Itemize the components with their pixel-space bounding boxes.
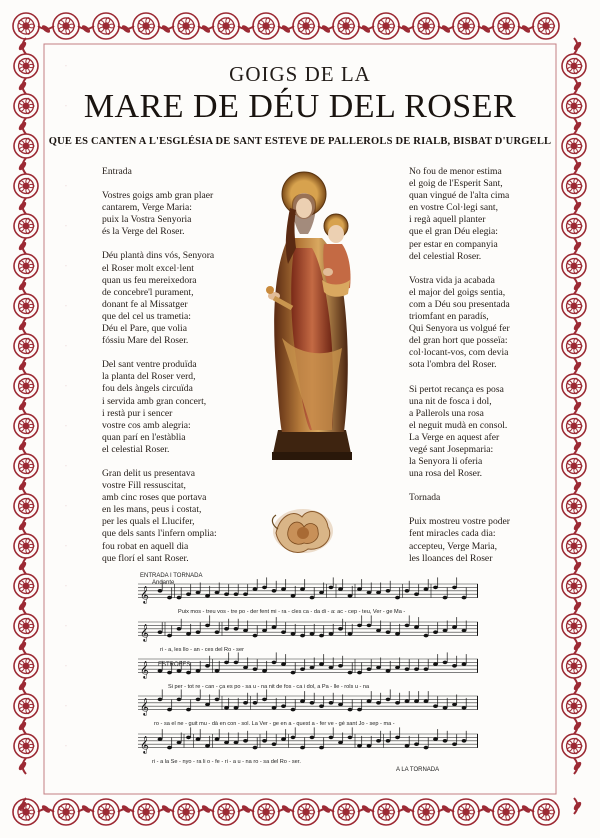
note-head <box>376 701 381 705</box>
note-head <box>386 630 391 634</box>
note-head <box>158 589 163 593</box>
note-head <box>186 592 191 596</box>
stanza: No fou de menor estima el goig de l'Esperit Sant, quan vingué de l'alta cima en vostre Col·legi sant, i regà aquell planter que el gran Déu elegia: per estar en companyia del celestial Roser. <box>409 166 510 262</box>
note-head <box>205 624 210 628</box>
rose-medallion-icon <box>133 13 159 39</box>
note-head <box>300 587 305 591</box>
note-head <box>281 704 286 708</box>
note-head <box>433 586 438 590</box>
note-head <box>300 667 305 671</box>
note-head <box>319 746 324 750</box>
note-head <box>395 736 400 740</box>
note-head <box>272 706 277 710</box>
rose-medallion-icon <box>14 214 38 238</box>
rose-medallion-icon <box>562 694 586 718</box>
note-head <box>243 629 248 633</box>
music-staff <box>138 652 478 678</box>
note-head <box>177 741 182 745</box>
note-head <box>234 741 239 745</box>
note-head <box>443 629 448 633</box>
note-head <box>253 667 258 671</box>
note-head <box>186 632 191 636</box>
note-head <box>300 699 305 703</box>
note-head <box>424 634 429 638</box>
note-head <box>167 596 172 600</box>
note-head <box>424 699 429 703</box>
lyric-line: ri - a, les llo - an - ces del Ro - ser <box>160 647 244 653</box>
rose-medallion-icon <box>373 13 399 39</box>
note-head <box>253 746 258 750</box>
note-head <box>205 703 210 707</box>
note-head <box>443 739 448 743</box>
music-staff <box>138 689 478 715</box>
note-head <box>262 739 267 743</box>
note-head <box>215 737 220 741</box>
note-head <box>405 624 410 628</box>
music-staff <box>138 727 478 753</box>
rose-medallion-icon <box>14 254 38 278</box>
note-head <box>414 592 419 596</box>
rose-medallion-icon <box>14 374 38 398</box>
left-column <box>102 166 277 577</box>
note-head <box>291 708 296 712</box>
page-title: MARE DE DÉU DEL ROSER <box>83 88 517 125</box>
rose-medallion-icon <box>413 13 439 39</box>
section-label-entrada: Entrada <box>102 166 132 177</box>
rose-medallion-icon <box>333 799 359 825</box>
note-head <box>291 632 296 636</box>
note-head <box>158 737 163 741</box>
note-head <box>443 596 448 600</box>
note-head <box>329 632 334 636</box>
note-head <box>167 671 172 675</box>
note-head <box>338 627 343 631</box>
note-head <box>234 627 239 631</box>
note-head <box>310 632 315 636</box>
rose-medallion-icon <box>453 13 479 39</box>
note-head <box>367 744 372 748</box>
note-head <box>205 744 210 748</box>
note-head <box>196 737 201 741</box>
note-head <box>462 706 467 710</box>
note-head <box>367 699 372 703</box>
rose-medallion-icon <box>14 494 38 518</box>
note-head <box>424 746 429 750</box>
header-pretitle: GOIGS DE LA <box>229 62 371 86</box>
note-head <box>433 704 438 708</box>
lyric-line: ri - a la Se - nyo - ra li o - fe - ri - a u - na ro - sa del Ro - ser. <box>152 759 301 765</box>
rose-medallion-icon <box>562 614 586 638</box>
note-head <box>196 630 201 634</box>
note-head <box>452 703 457 707</box>
note-head <box>414 699 419 703</box>
note-head <box>243 739 248 743</box>
note-head <box>452 625 457 629</box>
note-head <box>291 671 296 675</box>
stanza: Déu plantà dins vós, Senyora el Roser molt excel·lent quan us feu mereixedora de concebre'l purament, donant fe al Missatger que del cel us trametia: Déu el Pare, que volia fóssiu Mare del Roser. <box>102 250 215 347</box>
note-head <box>357 587 362 591</box>
rose-medallion-icon <box>213 13 239 39</box>
note-head <box>395 596 400 600</box>
note-head <box>177 596 182 600</box>
note-head <box>443 661 448 665</box>
note-head <box>367 667 372 671</box>
note-head <box>376 629 381 633</box>
note-head <box>433 662 438 666</box>
note-head <box>357 671 362 675</box>
note-head <box>414 667 419 671</box>
note-head <box>310 666 315 670</box>
note-head <box>310 701 315 705</box>
note-head <box>376 591 381 595</box>
note-head <box>462 629 467 633</box>
music-heading-estrofes: ESTROFES <box>158 662 191 668</box>
note-head <box>224 741 229 745</box>
note-head <box>243 701 248 705</box>
note-head <box>395 666 400 670</box>
note-head <box>196 669 201 673</box>
note-head <box>319 634 324 638</box>
music-end-note: A LA TORNADA <box>396 767 440 773</box>
right-column <box>409 166 569 577</box>
note-head <box>319 704 324 708</box>
note-head <box>234 592 239 596</box>
rose-medallion-icon <box>14 574 38 598</box>
lyric-line: ro - sa el ne - guit mu - dà en con - sol. La Ver - ge en a - quest a - fer ve - gé sant Jo - sep - ma - <box>154 721 395 727</box>
note-head <box>433 630 438 634</box>
note-head <box>310 736 315 740</box>
note-head <box>205 594 210 598</box>
stanza-tornada: Puix mostreu vostre poder fent miracles cada dia: accepteu, Verge Maria, les lloances del Roser <box>409 516 510 564</box>
note-head <box>319 591 324 595</box>
rose-medallion-icon <box>14 614 38 638</box>
note-head <box>253 634 258 638</box>
note-head <box>348 736 353 740</box>
note-head <box>167 634 172 638</box>
note-head <box>329 586 334 590</box>
note-head <box>215 698 220 702</box>
note-head <box>281 630 286 634</box>
note-head <box>338 741 343 745</box>
note-head <box>177 669 182 673</box>
rose-medallion-icon <box>53 13 79 39</box>
music-staff <box>138 615 478 641</box>
rose-medallion-icon <box>533 13 559 39</box>
note-head <box>234 661 239 665</box>
note-head <box>224 661 229 665</box>
note-head <box>319 662 324 666</box>
note-head <box>262 698 267 702</box>
note-head <box>357 708 362 712</box>
note-head <box>310 596 315 600</box>
note-head <box>158 669 163 673</box>
rose-medallion-icon <box>93 13 119 39</box>
note-head <box>462 662 467 666</box>
note-head <box>262 586 267 590</box>
note-head <box>272 661 277 665</box>
rose-medallion-icon <box>293 799 319 825</box>
rose-medallion-icon <box>533 799 559 825</box>
note-head <box>405 589 410 593</box>
note-head <box>300 746 305 750</box>
virgin-and-child-statue <box>252 168 372 464</box>
note-head <box>253 701 258 705</box>
rose-medallion-icon <box>373 799 399 825</box>
rose-medallion-icon <box>413 799 439 825</box>
note-head <box>386 669 391 673</box>
note-head <box>329 736 334 740</box>
rose-medallion-icon <box>133 799 159 825</box>
note-head <box>300 634 305 638</box>
note-head <box>262 629 267 633</box>
note-head <box>243 592 248 596</box>
note-head <box>329 666 334 670</box>
note-head <box>405 744 410 748</box>
note-head <box>367 591 372 595</box>
rose-medallion-icon <box>293 13 319 39</box>
treble-clef-icon: 𝄞 <box>140 697 149 716</box>
note-head <box>215 669 220 673</box>
note-head <box>367 624 372 628</box>
note-head <box>281 737 286 741</box>
rose-medallion-icon <box>14 294 38 318</box>
note-head <box>272 625 277 629</box>
rose-medallion-icon <box>14 734 38 758</box>
note-head <box>357 624 362 628</box>
music-score <box>138 570 478 790</box>
note-head <box>177 627 182 631</box>
note-head <box>386 589 391 593</box>
note-head <box>452 586 457 590</box>
rose-medallion-icon <box>253 13 279 39</box>
note-head <box>272 589 277 593</box>
note-head <box>424 587 429 591</box>
rose-medallion-icon <box>14 454 38 478</box>
section-label-tornada: Tornada <box>409 492 441 504</box>
music-staff <box>138 577 478 603</box>
note-head <box>224 706 229 710</box>
rose-medallion-icon <box>14 174 38 198</box>
note-head <box>196 591 201 595</box>
rose-medallion-icon <box>562 734 586 758</box>
note-head <box>414 742 419 746</box>
note-head <box>186 736 191 740</box>
note-head <box>215 630 220 634</box>
note-head <box>329 701 334 705</box>
rose-medallion-icon <box>53 799 79 825</box>
note-head <box>243 666 248 670</box>
stanza: Gran delit us presentava vostre Fill ressuscitat, amb cinc roses que portava en les mans, peus i costat, per les quals el Llucifer, que dels sants l'infern omplia: fou robat en aquell dia que florí el sant Roser. <box>102 467 217 564</box>
note-head <box>215 591 220 595</box>
note-head <box>338 587 343 591</box>
rose-medallion-icon <box>14 534 38 558</box>
note-head <box>348 594 353 598</box>
treble-clef-icon: 𝄞 <box>140 585 149 604</box>
note-head <box>452 742 457 746</box>
rose-medallion-icon <box>13 13 39 39</box>
note-head <box>177 698 182 702</box>
treble-clef-icon: 𝄞 <box>140 735 149 754</box>
treble-clef-icon: 𝄞 <box>140 660 149 679</box>
note-head <box>386 739 391 743</box>
note-head <box>462 596 467 600</box>
note-head <box>186 708 191 712</box>
music-tempo: Andante <box>152 580 175 586</box>
note-head <box>433 737 438 741</box>
note-head <box>158 698 163 702</box>
stanza: Vostres goigs amb gran plaer cantarem, Verge Maria: puix la Vostra Senyoria és la Verge del Roser. <box>102 190 214 238</box>
note-head <box>281 662 286 666</box>
music-heading-entrada: ENTRADA I TORNADA <box>140 573 203 579</box>
note-head <box>452 664 457 668</box>
stanza: Del sant ventre produïda la planta del Roser verd, fou dels àngels circuïda i servida amb gran concert, i restà pur i sencer vostre cos amb alegria: quan parí en l'estàblia el celestial Roser. <box>102 359 207 455</box>
lyric-line: Si per - tot re - can - ça es po - sa u - na nit de fos - ca i dol, a Pa - lle - rols u - na <box>168 684 370 690</box>
note-head <box>224 627 229 631</box>
note-head <box>158 630 163 634</box>
note-head <box>338 664 343 668</box>
rose-medallion-icon <box>562 574 586 598</box>
note-head <box>405 699 410 703</box>
lyric-line: Puix mos - treu vos - tre po - der fent mi - ra - cles ca - da di - a: ac - cep - teu, Ver - ge Ma - <box>178 609 406 615</box>
rose-medallion-icon <box>14 654 38 678</box>
stanza: Si pertot recança es posa una nit de fosca i dol, a Pallerols una rosa el neguit mudà en consol. La Verge en aquest afer vegé sant Josepmaria: la Senyora li oferia una rosa del Roser. <box>409 383 508 480</box>
note-head <box>205 664 210 668</box>
note-head <box>414 625 419 629</box>
note-head <box>386 698 391 702</box>
note-head <box>395 701 400 705</box>
note-head <box>167 708 172 712</box>
rose-medallion-icon <box>173 799 199 825</box>
rose-icon <box>268 499 338 559</box>
note-head <box>272 742 277 746</box>
note-head <box>253 587 258 591</box>
note-head <box>462 739 467 743</box>
note-head <box>224 592 229 596</box>
note-head <box>348 708 353 712</box>
note-head <box>338 703 343 707</box>
treble-clef-icon: 𝄞 <box>140 623 149 642</box>
note-head <box>291 594 296 598</box>
note-head <box>234 706 239 710</box>
note-head <box>348 671 353 675</box>
rose-medallion-icon <box>93 799 119 825</box>
rose-medallion-icon <box>493 799 519 825</box>
rose-medallion-icon <box>14 694 38 718</box>
note-head <box>167 746 172 750</box>
note-head <box>357 744 362 748</box>
rose-medallion-icon <box>213 799 239 825</box>
note-head <box>443 706 448 710</box>
note-head <box>348 632 353 636</box>
rose-medallion-icon <box>14 334 38 358</box>
rose-medallion-icon <box>333 13 359 39</box>
note-head <box>376 666 381 670</box>
note-head <box>405 667 410 671</box>
note-head <box>424 667 429 671</box>
note-head <box>395 632 400 636</box>
rose-medallion-icon <box>453 799 479 825</box>
note-head <box>186 671 191 675</box>
note-head <box>281 587 286 591</box>
note-head <box>291 736 296 740</box>
rose-medallion-icon <box>14 414 38 438</box>
note-head <box>376 739 381 743</box>
rose-medallion-icon <box>493 13 519 39</box>
rose-medallion-icon <box>253 799 279 825</box>
header-subtitle: QUE ES CANTEN A L'ESGLÉSIA DE SANT ESTEVE DE PALLEROLS DE RIALB, BISBAT D'URGELL <box>48 136 552 147</box>
note-head <box>196 698 201 702</box>
stanza: Vostra vida ja acabada el major del goigs sentia, com a Déu sou presentada triomfant en paradís, Qui Senyora us volgué fer del gran hort que posseïa: col·locant-vos, com devia sota l'ombra del Roser. <box>409 274 510 371</box>
rose-medallion-icon <box>562 654 586 678</box>
note-head <box>262 669 267 673</box>
rose-medallion-icon <box>173 13 199 39</box>
